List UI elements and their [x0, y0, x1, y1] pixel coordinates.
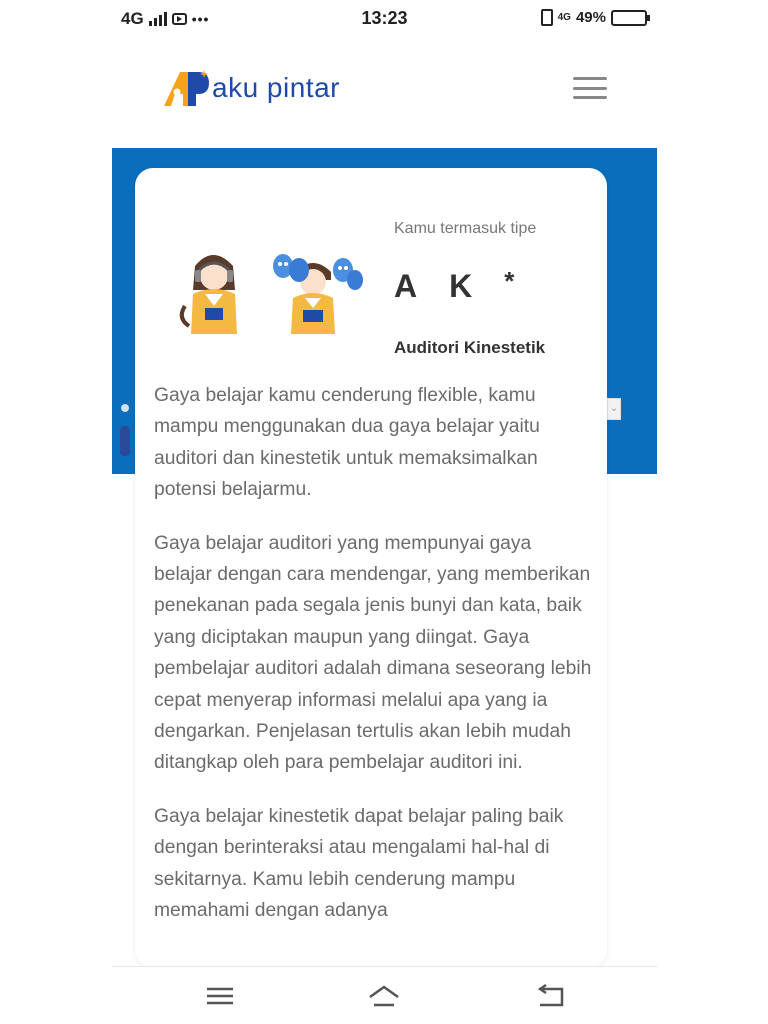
type-code: [394, 268, 514, 305]
more-notifications-icon: •••: [191, 11, 210, 27]
phone-screen: [112, 0, 657, 1024]
result-card: [135, 168, 607, 968]
type-label: Kamu termasuk tipe: [394, 220, 537, 237]
hamburger-menu-button[interactable]: [573, 77, 607, 99]
battery-percent: 49%: [575, 9, 606, 26]
menu-line: [573, 96, 607, 99]
battery-icon: [611, 10, 647, 26]
paragraph: Gaya belajar kamu cenderung flexible, kamu mampu menggunakan dua gaya belajar yaitu auditori dan kinestetik untuk memaksimalkan potensi belajarmu.: [154, 385, 540, 501]
vibrate-icon: [541, 9, 553, 26]
type-name: Auditori Kinestetik: [394, 338, 546, 357]
chevron-down-icon[interactable]: ⌄: [607, 398, 621, 420]
result-description: [154, 380, 594, 949]
paragraph: Gaya belajar auditori yang mempunyai gaya belajar dengan cara mendengar, yang memberikan penekanan pada segala jenis bunyi dan kata, baik yang diciptakan maupun yang diingat. Gaya pembelajar auditori adalah dimana seseorang lebih cepat menyerap informasi melalui apa yang ia dengarkan. Penjelasan tertulis akan lebih mudah ditangkap oleh para pembelajar auditori ini.: [154, 532, 592, 774]
logo-mark-icon: [162, 68, 210, 108]
app-header: [112, 40, 657, 145]
system-nav-bar: [112, 966, 657, 1024]
network-right-label: 4G: [557, 12, 571, 23]
logo[interactable]: [162, 68, 340, 108]
status-time: 13:23: [361, 8, 408, 28]
network-label: 4G: [121, 9, 144, 28]
type-code-letter: *: [504, 266, 515, 296]
menu-line: [573, 77, 607, 80]
status-right: [541, 9, 647, 26]
home-icon[interactable]: [366, 979, 402, 1013]
type-code-letter: A: [394, 268, 418, 304]
menu-icon[interactable]: [202, 979, 238, 1013]
menu-line: [573, 87, 607, 90]
type-code-letter: K: [449, 268, 473, 304]
students-illustration-icon: [175, 246, 365, 336]
paragraph: Gaya belajar kinestetik dapat belajar paling baik dengan berinteraksi atau mengalami hal-hal di sekitarnya. Kamu lebih cenderung mampu memahami dengan adanya: [154, 805, 564, 922]
status-bar: [112, 0, 657, 36]
back-icon[interactable]: [532, 979, 568, 1013]
logo-text: aku pintar: [212, 72, 340, 103]
banner-figure-icon: [118, 398, 132, 458]
